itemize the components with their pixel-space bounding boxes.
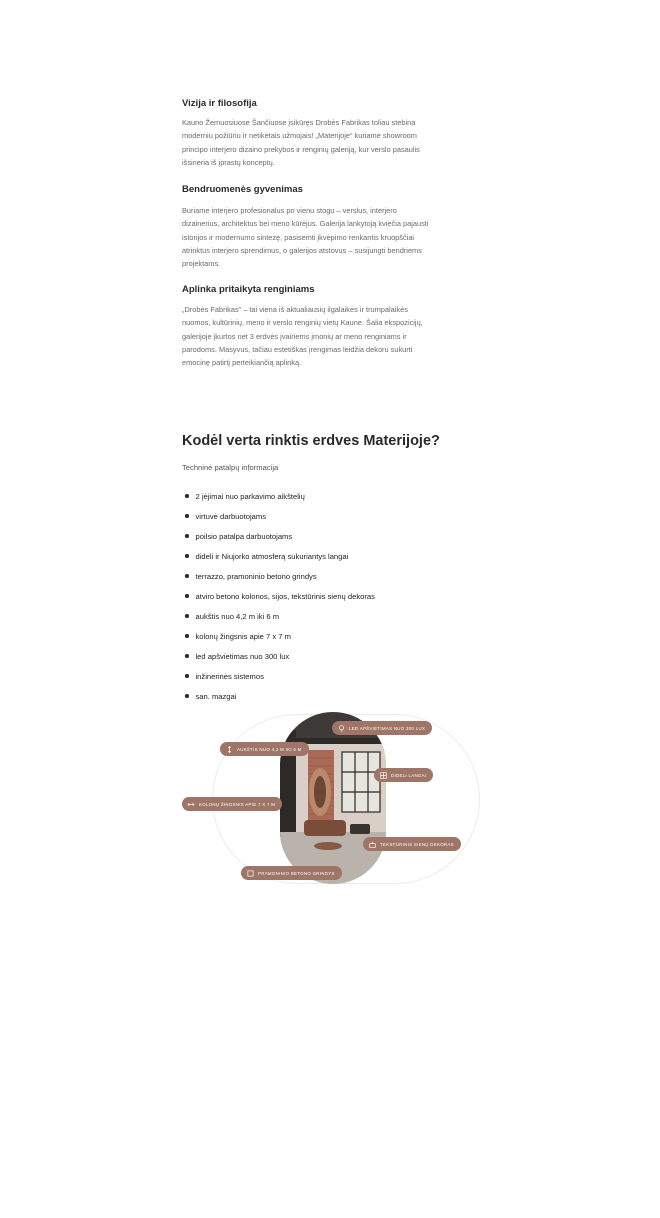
list-item [182, 646, 375, 666]
list-item [182, 486, 375, 506]
list-item-label: poilsio patalpa darbuotojams [195, 531, 293, 541]
tag-floor-label: PRAMONINIO BETONO GRINDYS [258, 870, 335, 876]
list-item-label: 2 įėjimai nuo parkavimo aikštelių [195, 491, 305, 501]
text-line: išsineria iš įprastų konceptų. [182, 157, 275, 167]
list-item-label: terrazzo, pramoninio betono grindys [195, 571, 317, 581]
tag-wall [363, 837, 461, 851]
feature-list [182, 486, 375, 706]
interior-photo-illustration [280, 712, 386, 884]
list-item [182, 526, 375, 546]
window-icon [379, 771, 387, 779]
list-item [182, 686, 375, 706]
text-line: „Drobės Fabrikas“ – tai viena iš aktualiausių ilgalaikės ir trumpalaikės [182, 305, 408, 314]
section-title-community: Bendruomenės gyvenimas [182, 184, 303, 195]
section-title-vision: Vizija ir filosofija [182, 98, 257, 109]
text-line: moderniu požiūriu ir netikėtais užmojais! „Materijoje“ kuriame showroom [182, 131, 417, 141]
list-item [182, 566, 375, 586]
tag-height [220, 742, 309, 756]
section-text-community [182, 204, 477, 270]
list-item-label: inžinerinės sistemos [195, 671, 264, 681]
height-arrows-icon [225, 745, 233, 753]
wall-icon [368, 840, 376, 848]
tag-windows [374, 768, 433, 782]
bullet-icon [185, 514, 189, 518]
text-line: Kauno Žemuosiuose Šančiuose įsikūręs Drobės Fabrikas toliau stebina [182, 118, 416, 127]
bullet-icon [185, 554, 189, 558]
list-item-label: san. mazgai [195, 691, 237, 701]
bullet-icon [185, 494, 189, 498]
section-title-events: Aplinka pritaikyta renginiams [182, 284, 315, 295]
list-item [182, 546, 375, 566]
list-item-label: dideli ir Niujorko atmosferą sukuriantys langai [195, 551, 349, 561]
list-item-label: kolonų žingsnis apie 7 x 7 m [195, 631, 291, 641]
section-text-events [182, 303, 477, 369]
bullet-icon [185, 614, 189, 618]
list-item [182, 666, 375, 686]
tag-columns-label: KOLONŲ ŽINGSNIS APIE 7 X 7 M [199, 801, 276, 807]
list-item [182, 506, 375, 526]
text-line: nuomos, kultūrinių, meno ir verslo renginių vietų Kaune. Šalia ekspozicijų, [182, 318, 423, 328]
list-item [182, 586, 375, 606]
list-item [182, 606, 375, 626]
text-line: parodoms. Masyvus, tačiau estetiškas įrengimas leidžia dekoru sukurti [182, 344, 413, 354]
list-item-label: led apšvietimas nuo 300 lux [195, 651, 290, 661]
interior-feature-illustration [182, 712, 482, 884]
bullet-icon [185, 574, 189, 578]
text-line: dizainerius, architektus bei meno kūrėjus. Galerija lankytoją kviečia pajausti [182, 219, 429, 229]
text-line: projektams. [182, 259, 221, 269]
tag-led-label: LED APŠVIETIMAS NUO 300 LUX [349, 725, 426, 731]
why-title: Kodėl verta rinktis erdves Materijoje? [182, 433, 440, 449]
tag-led [332, 721, 432, 735]
text-line: atrinktus interjero sprendimus, o galerijos atstovus – susijungti bendriems [182, 245, 422, 255]
text-line: istorijos ir modernumo sintezę, pasisemti įkvėpimo renkantis kruopščiai [182, 232, 415, 242]
text-line: galerijoje įkurtos net 3 erdvės įvairiems įmonių ar meno renginiams ir [182, 331, 407, 341]
tag-windows-label: DIDELI LANGAI [391, 772, 427, 778]
interior-photo [280, 712, 386, 884]
list-item-label: virtuvė darbuotojams [195, 511, 266, 521]
why-subtitle: Techninė patalpų informacija [182, 463, 279, 472]
bullet-icon [185, 674, 189, 678]
bullet-icon [185, 654, 189, 658]
tag-floor [241, 866, 342, 880]
floor-square-icon [246, 869, 254, 877]
bullet-icon [185, 594, 189, 598]
text-line: emocinę patirtį perteikiančią aplinką. [182, 358, 302, 368]
section-text-vision [182, 116, 477, 169]
horizontal-arrows-icon [187, 800, 195, 808]
list-item [182, 626, 375, 646]
bulb-icon [337, 724, 345, 732]
tag-wall-label: TEKSTŪRINIS SIENŲ DEKORAS [380, 841, 454, 847]
bullet-icon [185, 694, 189, 698]
bullet-icon [185, 534, 189, 538]
text-line: Buriame interjero profesionalus po vienu stogu – verslus, interjero [182, 206, 397, 215]
bullet-icon [185, 634, 189, 638]
text-line: principo interjero dizaino prekybos ir renginių galeriją, kur verslo pasaulis [182, 144, 420, 154]
list-item-label: aukštis nuo 4,2 m iki 6 m [195, 611, 280, 621]
tag-columns [182, 797, 282, 811]
list-item-label: atviro betono kolonos, sijos, tekstūrinis sienų dekoras [195, 591, 375, 601]
tag-height-label: AUKŠTIS NUO 4,2 M IKI 6 M [237, 746, 302, 752]
